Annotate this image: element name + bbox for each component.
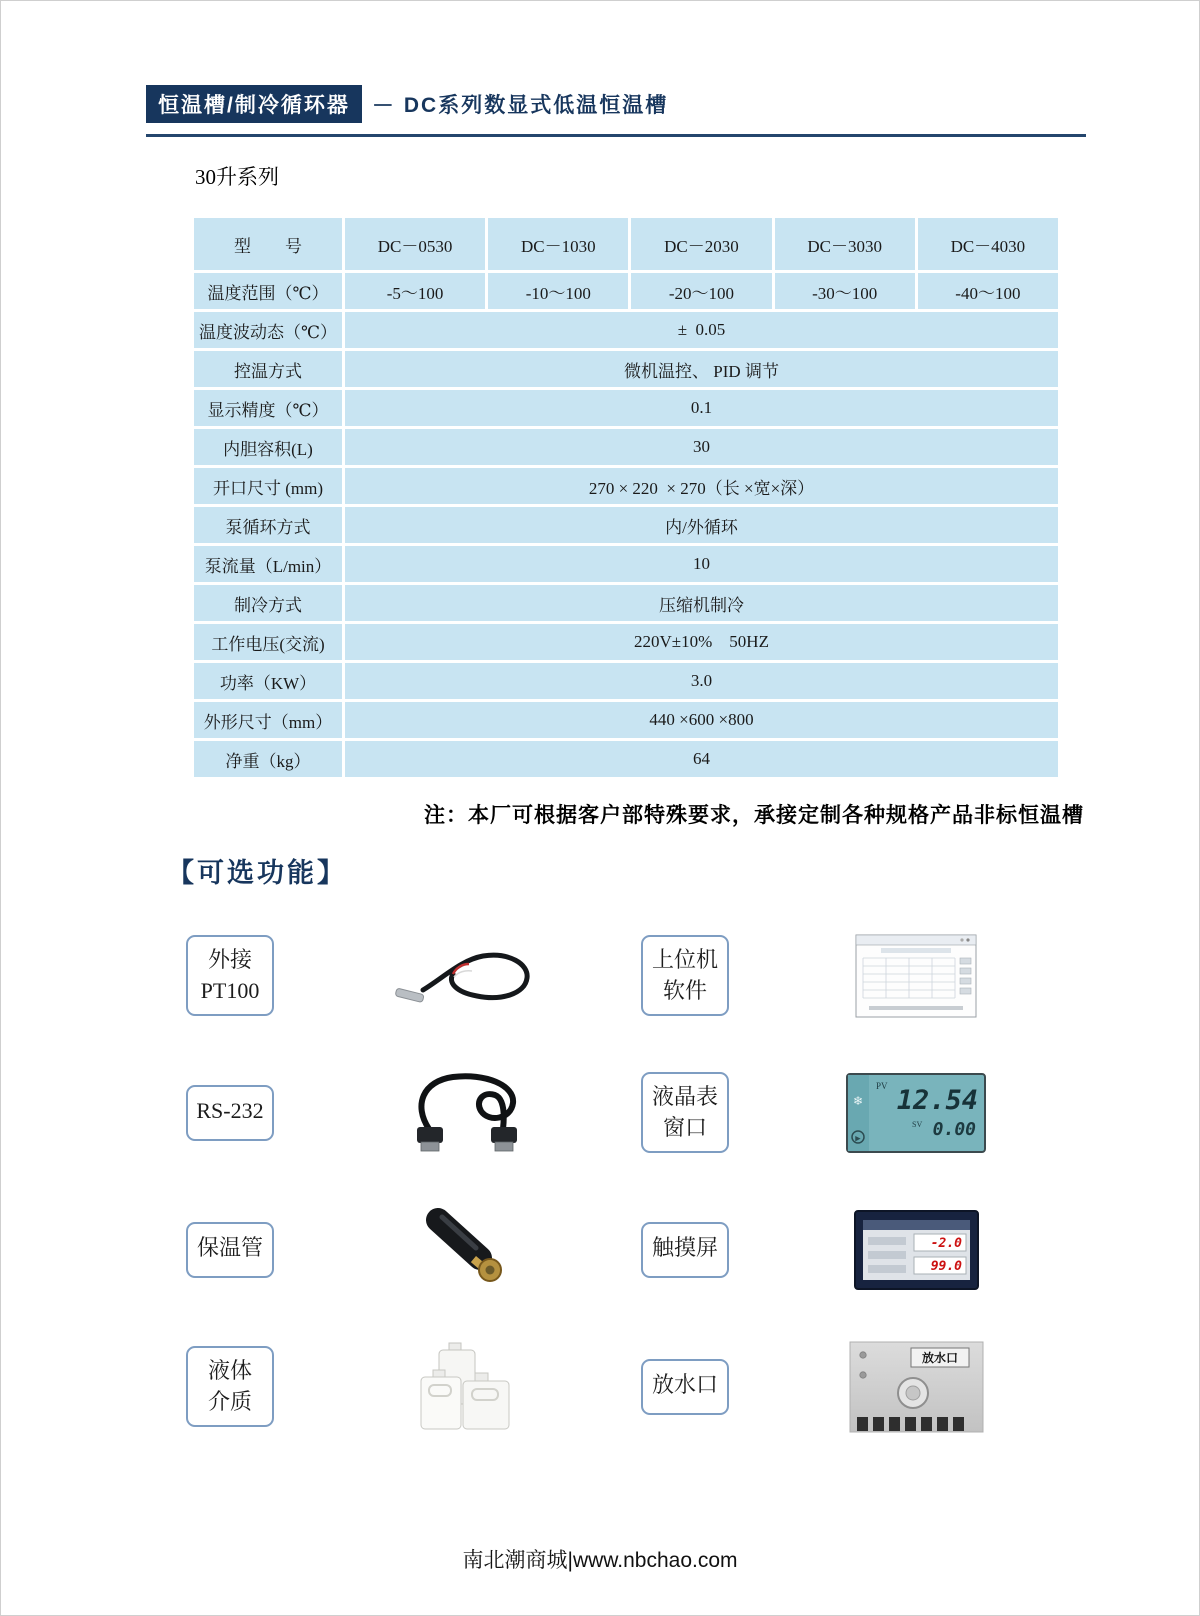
lcd-display-icon <box>846 1073 986 1153</box>
spec-table <box>191 215 1061 780</box>
header-dash: － <box>371 92 394 118</box>
pt100-probe-image <box>391 938 541 1013</box>
lcd-sv-label: SV <box>912 1119 923 1129</box>
lcd-sv-value: 0.00 <box>932 1118 976 1140</box>
touchscreen-value-bottom: 99.0 <box>930 1258 962 1274</box>
liquid-containers-image <box>409 1341 524 1433</box>
option-label-line: 软件 <box>662 977 707 1003</box>
spec-value-cell: 30 <box>345 429 1058 465</box>
spec-value-cell: 10 <box>345 546 1058 582</box>
header-subtitle: DC系列数显式低温恒温槽 <box>403 94 669 117</box>
option-label-line: 保温管 <box>196 1235 263 1261</box>
table-row <box>194 429 1058 465</box>
table-row <box>194 663 1058 699</box>
spec-value-cell: 270 × 220 × 270（长 ×宽×深） <box>345 468 1058 504</box>
option-label-drain-port <box>641 1359 729 1415</box>
spec-label-cell: 控温方式 <box>194 351 342 387</box>
header-badge: 恒温槽/制冷循环器 <box>146 85 362 123</box>
model-cell: DC－0530 <box>345 218 485 270</box>
optional-section-title: 【可选功能】 <box>167 858 347 888</box>
option-label-line: 放水口 <box>651 1372 718 1398</box>
drain-port-icon <box>849 1341 984 1433</box>
option-label-lcd-window <box>641 1072 729 1153</box>
model-label-cell: 型 号 <box>194 218 342 270</box>
spec-label-cell: 外形尺寸（mm） <box>194 702 342 738</box>
rs232-cable-image <box>391 1065 541 1160</box>
lcd-pv-label: PV <box>876 1080 888 1091</box>
spec-value-cell: -20～100 <box>631 273 771 309</box>
drain-port-label: 放水口 <box>921 1350 958 1365</box>
spec-label-cell: 泵流量（L/min） <box>194 546 342 582</box>
option-label-line: 液晶表 <box>651 1083 718 1109</box>
table-row <box>194 741 1058 777</box>
spec-value-cell: 内/外循环 <box>345 507 1058 543</box>
spec-label-cell: 温度波动态（℃） <box>194 312 342 348</box>
option-label-liquid-medium <box>186 1346 274 1427</box>
pt100-probe-icon <box>391 938 541 1013</box>
option-label-insulated-tube <box>186 1222 274 1278</box>
model-cell: DC－3030 <box>775 218 915 270</box>
table-row <box>194 312 1058 348</box>
page-header <box>146 85 1086 137</box>
spec-value-cell: 压缩机制冷 <box>345 585 1058 621</box>
spec-value-cell: 220V±10% 50HZ <box>345 624 1058 660</box>
option-label-line: 外接 <box>207 946 252 972</box>
touchscreen-image <box>854 1210 979 1290</box>
option-label-pt100 <box>186 935 274 1016</box>
option-label-line: RS-232 <box>196 1098 264 1124</box>
insulated-tube-image <box>414 1206 519 1294</box>
touchscreen-icon <box>854 1210 979 1290</box>
model-cell: DC－2030 <box>631 218 771 270</box>
spec-label-cell: 泵循环方式 <box>194 507 342 543</box>
option-label-line: 介质 <box>207 1388 252 1414</box>
model-cell: DC－4030 <box>918 218 1058 270</box>
spec-value-cell: 微机温控、 PID 调节 <box>345 351 1058 387</box>
spec-value-cell: -10～100 <box>488 273 628 309</box>
play-icon: ▶ <box>855 1134 861 1142</box>
spec-label-cell: 温度范围（℃） <box>194 273 342 309</box>
rs232-cable-icon <box>391 1065 541 1160</box>
table-row <box>194 351 1058 387</box>
spec-label-cell: 内胆容积(L) <box>194 429 342 465</box>
table-row <box>194 702 1058 738</box>
software-screenshot-image <box>855 934 977 1018</box>
spec-value-cell: 3.0 <box>345 663 1058 699</box>
spec-label-cell: 工作电压(交流) <box>194 624 342 660</box>
table-row <box>194 624 1058 660</box>
spec-label-cell: 制冷方式 <box>194 585 342 621</box>
optional-grid <box>186 907 1081 1455</box>
model-cell: DC－1030 <box>488 218 628 270</box>
table-row <box>194 546 1058 582</box>
option-label-line: 窗口 <box>662 1114 707 1140</box>
spec-value-cell: -40～100 <box>918 273 1058 309</box>
option-label-line: 上位机 <box>651 946 718 972</box>
option-label-rs232 <box>186 1085 274 1141</box>
spec-value-cell: 64 <box>345 741 1058 777</box>
spec-value-cell: 440 ×600 ×800 <box>345 702 1058 738</box>
option-label-line: 液体 <box>207 1357 252 1383</box>
table-row <box>194 390 1058 426</box>
spec-value-cell: 0.1 <box>345 390 1058 426</box>
drain-port-image <box>849 1341 984 1433</box>
lcd-display-image <box>846 1073 986 1153</box>
spec-label-cell: 净重（kg） <box>194 741 342 777</box>
touchscreen-value-top: -2.0 <box>930 1235 962 1251</box>
spec-value-cell: ± 0.05 <box>345 312 1058 348</box>
spec-value-cell: -5～100 <box>345 273 485 309</box>
software-screenshot-icon <box>855 934 977 1018</box>
snowflake-icon: ❄ <box>852 1093 864 1108</box>
table-row <box>194 507 1058 543</box>
lcd-pv-value: 12.54 <box>896 1084 978 1116</box>
table-row-models <box>194 218 1058 270</box>
liquid-containers-icon <box>409 1341 524 1433</box>
table-row <box>194 468 1058 504</box>
spec-label-cell: 显示精度（℃） <box>194 390 342 426</box>
series-title: 30升系列 <box>195 165 279 189</box>
spec-label-cell: 功率（KW） <box>194 663 342 699</box>
option-label-touchscreen <box>641 1222 729 1278</box>
option-label-host-software <box>641 935 729 1016</box>
insulated-tube-icon <box>414 1206 519 1294</box>
custom-note: 注：本厂可根据客户部特殊要求，承接定制各种规格产品非标恒温槽 <box>424 804 1084 827</box>
option-label-line: 触摸屏 <box>651 1235 718 1261</box>
table-row-temp-range <box>194 273 1058 309</box>
footer: 南北潮商城|www.nbchao.com <box>462 1549 738 1572</box>
spec-label-cell: 开口尺寸 (mm) <box>194 468 342 504</box>
spec-value-cell: -30～100 <box>775 273 915 309</box>
option-label-line: PT100 <box>200 977 260 1003</box>
table-row <box>194 585 1058 621</box>
